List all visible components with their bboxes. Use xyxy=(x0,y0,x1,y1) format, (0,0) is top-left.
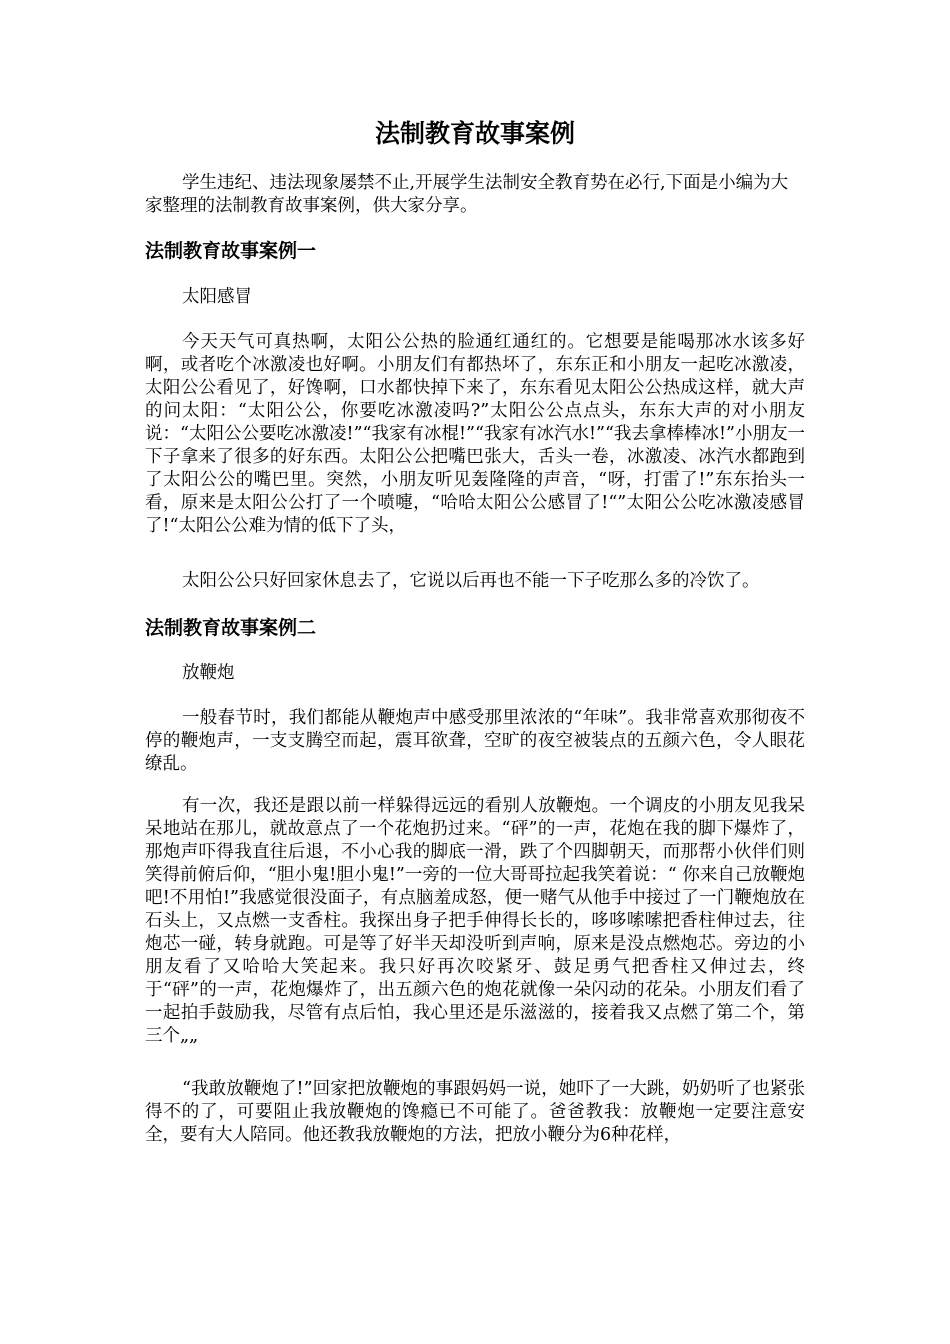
case1-heading: 法制教育故事案例一 xyxy=(145,240,317,262)
case1-paragraph-1: 今天天气可真热啊，太阳公公热的脸通红通红的。它想要是能喝那冰水该多好啊，或者吃个冰激凌也好啊。小朋友们有都热坏了，东东正和小朋友一起吃冰激凌，太阳公公看见了，好馋啊，口水都快掉下来了，东东看见太阳公公热成这样，就大声的问太阳：“太阳公公，你要吃冰激凌吗?”太阳公公点点头，东东大声的对小朋友说：“太阳公公要吃冰激凌!”“我家有冰棍!”“我家有冰汽水!”“我去拿棒棒冰!”小朋友一下子拿来了很多的好东西。太阳公公把嘴巴张大，舌头一卷，冰激凌、冰汽水都跑到了太阳公公的嘴巴里。突然，小朋友听见轰隆隆的声音，“呀，打雷了!”东东抬头一看，原来是太阳公公打了一个喷嚏，“哈哈太阳公公感冒了!“”太阳公公吃冰激凌感冒了!“太阳公公难为情的低下了头， xyxy=(145,332,805,536)
intro-paragraph: 学生违纪、违法现象屡禁不止,开展学生法制安全教育势在必行,下面是小编为大家整理的法制教育故事案例，供大家分享。 xyxy=(145,173,789,216)
case2-heading: 法制教育故事案例二 xyxy=(145,617,317,639)
case1-subtitle: 太阳感冒 xyxy=(182,287,252,307)
document-title: 法制教育故事案例 xyxy=(374,119,575,148)
case2-paragraph-1: 一般春节时，我们都能从鞭炮声中感受那里浓浓的“年味”。我非常喜欢那彻夜不停的鞭炮声，一支支腾空而起，震耳欲聋，空旷的夜空被装点的五颜六色，令人眼花缭乱。 xyxy=(145,708,805,774)
case2-subtitle: 放鞭炮 xyxy=(182,663,235,683)
case2-paragraph-2: 有一次，我还是跟以前一样躲得远远的看别人放鞭炮。一个调皮的小朋友见我呆呆地站在那儿，就故意点了一个花炮扔过来。“砰”的一声，花炮在我的脚下爆炸了，那炮声吓得我直往后退，不小心我的脚底一滑，跌了个四脚朝天，而那帮小伙伴们则笑得前俯后仰，“胆小鬼!胆小鬼!”一旁的一位大哥哥拉起我笑着说：“ 你来自己放鞭炮吧!不用怕!”我感觉很没面子，有点脑羞成怒，便一赌气从他手中接过了一门鞭炮放在石头上，又点燃一支香柱。我探出身子把手伸得长长的，哆哆嗦嗦把香柱伸过去，往炮芯一碰，转身就跑。可是等了好半天却没听到声响，原来是没点燃炮芯。旁边的小朋友看了又哈哈大笑起来。我只好再次咬紧牙、鼓足勇气把香柱又伸过去，终于“砰”的一声，花炮爆炸了，出五颜六色的炮花就像一朵闪动的花朵。小朋友们看了一起拍手鼓励我，尽管有点后怕，我心里还是乐滋滋的，接着我又点燃了第二个，第三个„„ xyxy=(145,796,805,1046)
case2-paragraph-3: “我敢放鞭炮了!”回家把放鞭炮的事跟妈妈一说，她吓了一大跳，奶奶听了也紧张得不的了，可要阻止我放鞭炮的馋瘾已不可能了。爸爸教我：放鞭炮一定要注意安全，要有大人陪同。他还教我放鞭炮的方法，把放小鞭分为6种花样， xyxy=(145,1079,805,1145)
case1-paragraph-2: 太阳公公只好回家休息去了，它说以后再也不能一下子吃那么多的冷饮了。 xyxy=(182,571,760,591)
